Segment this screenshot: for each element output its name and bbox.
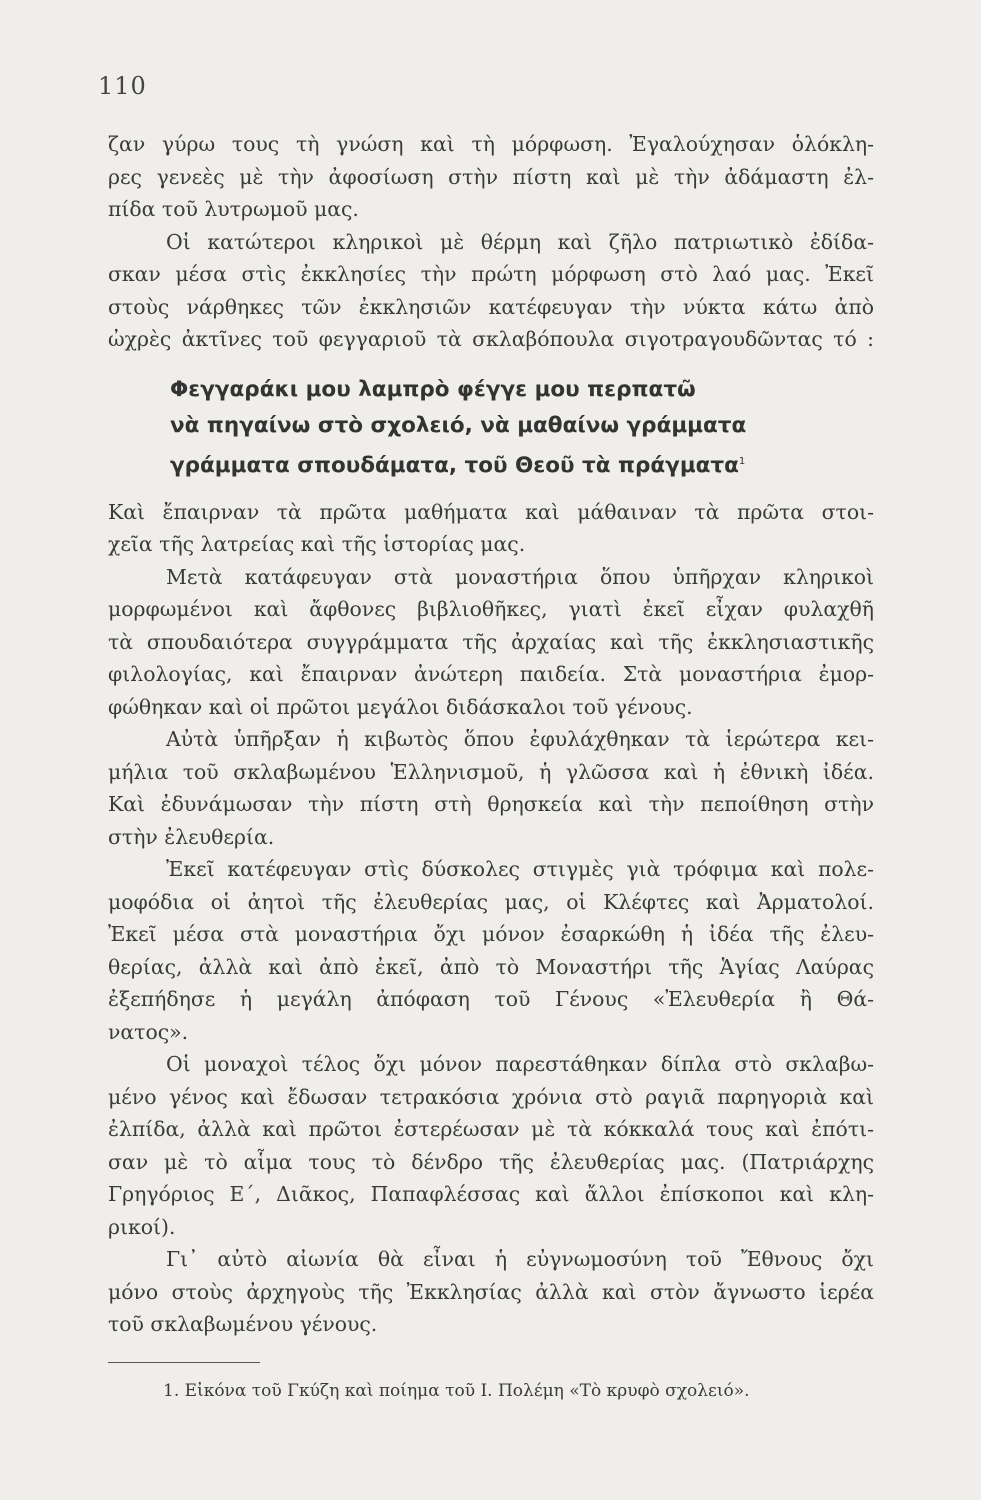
paragraph-2 [108, 226, 874, 356]
paragraph-4 [108, 561, 874, 724]
text-line: Μετὰ κατάφευγαν στὰ μοναστήρια ὅπου ὑπῆρχαν κληρικοὶ [166, 564, 874, 589]
text-line: Ἐκεῖ κατέφευγαν στὶς δύσκολες στιγμὲς γιὰ τρόφιμα καὶ πολε- [166, 857, 874, 882]
text-line: Οἱ μοναχοὶ τέλος ὄχι μόνον παρεστάθηκαν δίπλα στὸ σκλαβω- [166, 1052, 874, 1077]
text-line: μόνο στοὺς ἀρχηγοὺς τῆς Ἐκκλησίας ἀλλὰ καὶ στὸν ἄγνωστο ἱερέα [108, 1279, 874, 1304]
text-line: μήλια τοῦ σκλαβωμένου Ἑλληνισμοῦ, ἡ γλῶσσα καὶ ἡ ἐθνικὴ ἰδέα. [108, 759, 874, 784]
text-line: ὠχρὲς ἀκτῖνες τοῦ φεγγαριοῦ τὰ σκλαβόπουλα σιγοτραγουδῶντας τό : [108, 327, 874, 351]
poem-line: νὰ πηγαίνω στὸ σχολειό, νὰ μαθαίνω γράμματα [170, 412, 747, 438]
paragraph-5 [108, 723, 874, 853]
text-line: Γρηγόριος Ε΄, Διᾶκος, Παπαφλέσσας καὶ ἄλλοι ἐπίσκοποι καὶ κλη- [108, 1182, 874, 1207]
text-line: σκαν μέσα στὶς ἐκκλησίες τὴν πρώτη μόρφωση στὸ λαό μας. Ἐκεῖ [108, 262, 874, 286]
text-line: μένο γένος καὶ ἔδωσαν τετρακόσια χρόνια στὸ ραγιᾶ παρηγοριὰ καὶ [108, 1084, 874, 1109]
text-line: τοῦ σκλαβωμένου γένους. [108, 1312, 378, 1337]
page-number: 110 [98, 72, 147, 100]
text-line: Ἐκεῖ μέσα στὰ μοναστήρια ὄχι μόνον ἐσαρκώθη ἡ ἰδέα τῆς ἐλευ- [108, 922, 874, 947]
text-line: ἐλπίδα, ἀλλὰ καὶ πρῶτοι ἐστερέωσαν μὲ τὰ κόκκαλά τους καὶ ἐπότι- [108, 1117, 874, 1142]
text-line: στὴν ἐλευθερία. [108, 824, 275, 849]
text-line: ρες γενεὲς μὲ τὴν ἀφοσίωση στὴν πίστη καὶ μὲ τὴν ἀδάμαστη ἐλ- [108, 164, 874, 189]
body-text [108, 128, 874, 1341]
text-line: Γι᾽ αὐτὸ αἰωνία θὰ εἶναι ἡ εὐγνωμοσύνη τοῦ Ἔθνους ὄχι [166, 1247, 874, 1272]
poem-line: Φεγγαράκι μου λαμπρὸ φέγγε μου περπατῶ [170, 376, 696, 402]
text-line: φιλολογίας, καὶ ἔπαιρναν ἀνώτερη παιδεία. Στὰ μοναστήρια ἐμορ- [108, 662, 874, 687]
poem-line-last: γράμματα σπουδάματα, τοῦ Θεοῦ τὰ πράγματα$^1$ [170, 452, 746, 478]
text-line: Οἱ κατώτεροι κληρικοὶ μὲ θέρμη καὶ ζῆλο πατριωτικὸ ἐδίδα- [166, 229, 874, 254]
text-line: ἐξεπήδησε ἡ μεγάλη ἀπόφαση τοῦ Γένους «Ἐλευθερία ἢ Θά- [108, 987, 874, 1012]
paragraph-6 [108, 853, 874, 1048]
text-line: Καὶ ἐδυνάμωσαν τὴν πίστη στὴ θρησκεία καὶ τὴν πεποίθηση στὴν [108, 792, 874, 817]
text-line: τὰ σπουδαιότερα συγγράμματα τῆς ἀρχαίας καὶ τῆς ἐκκλησιαστικῆς [108, 629, 874, 654]
text-line: στοὺς νάρθηκες τῶν ἐκκλησιῶν κατέφευγαν τὴν νύκτα κάτω ἀπὸ [108, 294, 874, 319]
text-line: Καὶ ἔπαιρναν τὰ πρῶτα μαθήματα καὶ μάθαιναν τὰ πρῶτα στοι- [108, 499, 874, 524]
text-line: ρικοί). [108, 1214, 176, 1239]
text-line: νατος». [108, 1019, 189, 1044]
text-line: θερίας, ἀλλὰ καὶ ἀπὸ ἐκεῖ, ἀπὸ τὸ Μοναστήρι τῆς Ἁγίας Λαύρας [108, 954, 874, 979]
footnote-mark: 1 [738, 455, 746, 467]
footnote-rule [108, 1362, 260, 1363]
text-line: ζαν γύρω τους τὴ γνώση καὶ τὴ μόρφωση. Ἐγαλούχησαν ὁλόκλη- [108, 132, 874, 156]
text-line: σαν μὲ τὸ αἷμα τους τὸ δένδρο τῆς ἐλευθερίας μας. (Πατριάρχης [108, 1149, 874, 1174]
footnote: 1. Εἰκόνα τοῦ Γκύζη καὶ ποίημα τοῦ Ι. Πολέμη «Τὸ κρυφὸ σχολειό». [163, 1381, 750, 1401]
text-line: πίδα τοῦ λυτρωμοῦ μας. [108, 197, 359, 221]
paragraph-8 [108, 1243, 874, 1341]
text-line: μορφωμένοι καὶ ἄφθονες βιβλιοθῆκες, γιατὶ ἐκεῖ εἶχαν φυλαχθῆ [108, 597, 874, 622]
text-line: φώθηκαν καὶ οἱ πρῶτοι μεγάλοι διδάσκαλοι τοῦ γένους. [108, 694, 693, 719]
paragraph-7 [108, 1048, 874, 1243]
text-line: μοφόδια οἱ ἀητοὶ τῆς ἐλευθερίας μας, οἱ Κλέφτες καὶ Ἀρματολοί. [108, 889, 874, 914]
paragraph-1 [108, 128, 874, 226]
text-line: χεῖα τῆς λατρείας καὶ τῆς ἱστορίας μας. [108, 532, 526, 557]
text-line: Αὐτὰ ὑπῆρξαν ἡ κιβωτὸς ὅπου ἐφυλάχθηκαν τὰ ἱερώτερα κει- [166, 727, 874, 752]
poem [108, 372, 874, 484]
paragraph-3 [108, 496, 874, 561]
